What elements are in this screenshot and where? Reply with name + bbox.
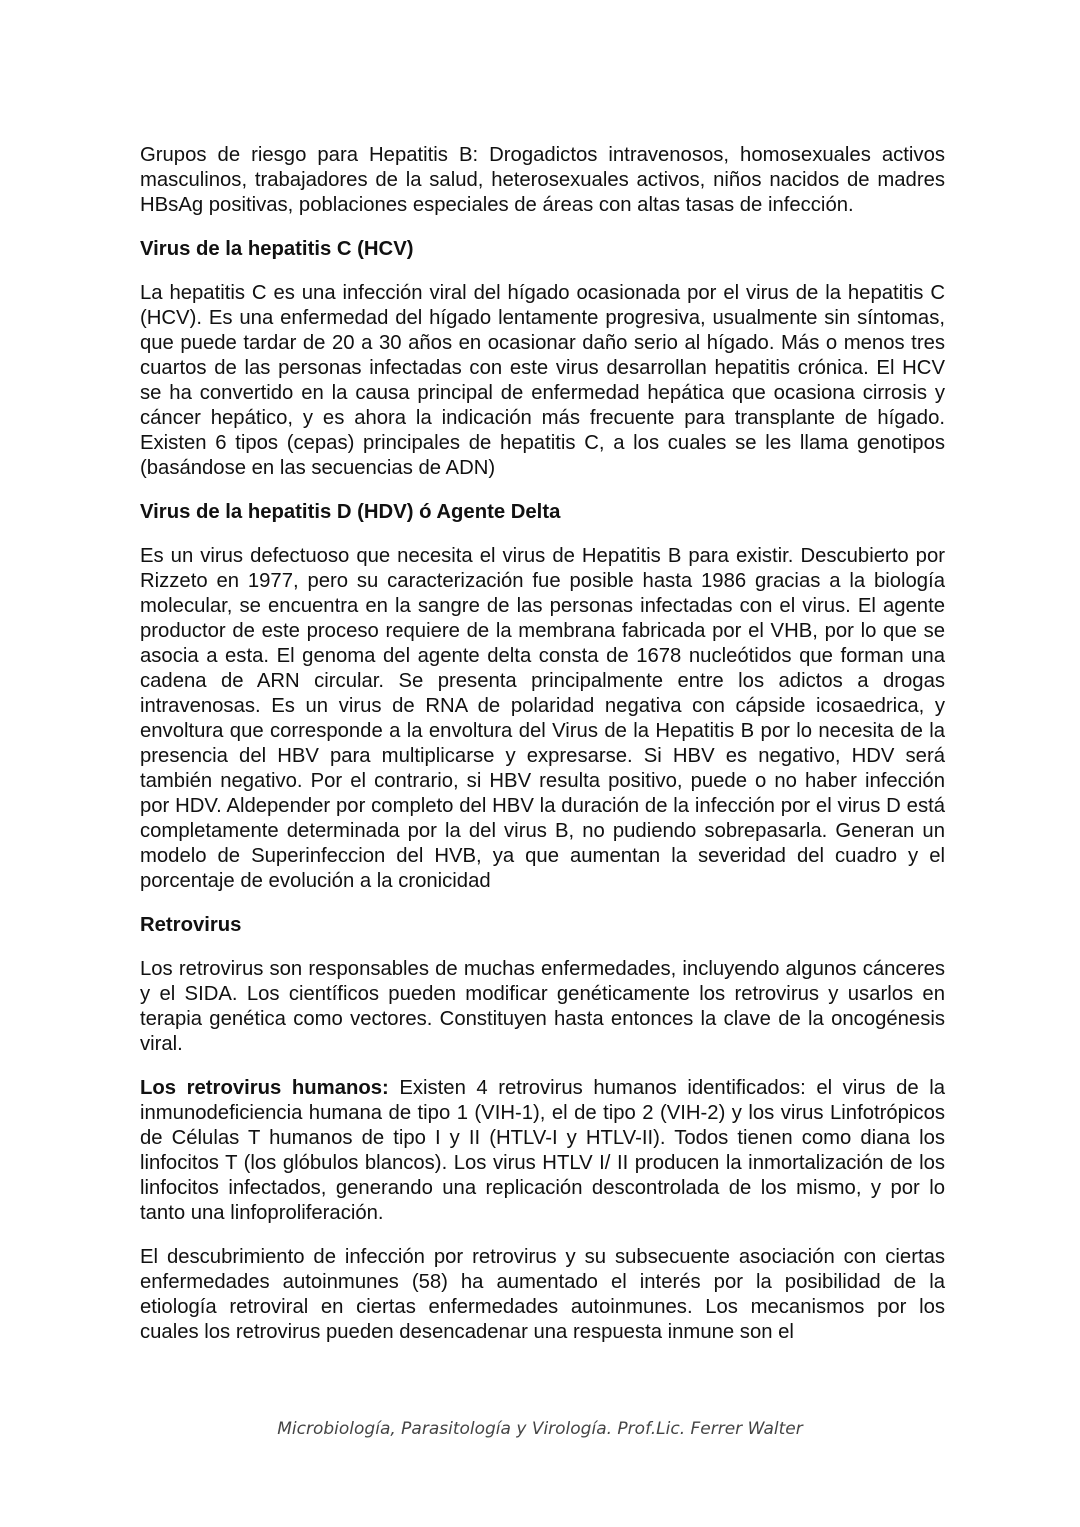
page-footer: Microbiología, Parasitología y Virología. Prof.Lic. Ferrer Walter [277,1419,803,1439]
paragraph-human-retrovirus-text: Existen 4 retrovirus humanos identificados: el virus de la inmunodeficiencia humana de tipo 1 (VIH-1), el de tipo 2 (VIH-2) y los virus Linfotrópicos de Células T humanos de tipo I y II (HTLV-I y HTLV-II). Todos tienen como diana los linfocitos T (los glóbulos blancos). Los virus HTLV I/ II producen la inmortalización de los linfocitos infectados, generando una replicación descontrolada de los mismo, y por lo tanto una linfoproliferación. [140,1077,945,1224]
document-body [140,143,945,1364]
paragraph-lead-bold: Los retrovirus humanos: [140,1077,389,1099]
paragraph-hcv: La hepatitis C es una infección viral del hígado ocasionada por el virus de la hepatitis C (HCV). Es una enfermedad del hígado lentamente progresiva, usualmente sin síntomas, que puede tardar de 20 a 30 años en ocasionar daño serio al hígado. Más o menos tres cuartos de las personas infectadas con este virus desarrollan hepatitis crónica. El HCV se ha convertido en la causa principal de enfermedad hepática que ocasiona cirrosis y cáncer hepático, y es ahora la indicación más frecuente para transplante de hígado. Existen 6 tipos (cepas) principales de hepatitis C, a los cuales se les llama genotipos (basándose en las secuencias de ADN) [140,282,945,479]
paragraph-risk-groups: Grupos de riesgo para Hepatitis B: Drogadictos intravenosos, homosexuales activos masculinos, trabajadores de la salud, heterosexuales activos, niños nacidos de madres HBsAg positivas, poblaciones especiales de áreas con altas tasas de infección. [140,144,945,216]
paragraph-hdv: Es un virus defectuoso que necesita el virus de Hepatitis B para existir. Descubierto por Rizzeto en 1977, pero su caracterización fue posible hasta 1986 gracias a la biología molecular, se encuentra en la sangre de las personas infectadas con el virus. El agente productor de este proceso requiere de la membrana fabricada por el VHB, por lo que se asocia a esta. El genoma del agente delta consta de 1678 nucleótidos que forman una cadena de ARN circular. Se presenta principalmente entre los adictos a drogas intravenosas. Es un virus de RNA de polaridad negativa con cápside icosaedrica, y envoltura que corresponde a la envoltura del Virus de la Hepatitis B por lo necesita de la presencia del HBV para multiplicarse y expresarse. Si HBV es negativo, HDV será también negativo. Por el contrario, si HBV resulta positivo, puede o no haber infección por HDV. Aldepender por completo del HBV la duración de la infección por el virus D está completamente determinada por la del virus B, no pudiendo sobrepasarla. Generan un modelo de Superinfeccion del HVB, ya que aumentan la severidad del cuadro y el porcentaje de evolución a la cronicidad [140,545,945,892]
paragraph-retrovirus: Los retrovirus son responsables de muchas enfermedades, incluyendo algunos cánceres y el SIDA. Los científicos pueden modificar genéticamente los retrovirus y usarlos en terapia genética como vectores. Constituyen hasta entonces la clave de la oncogénesis viral. [140,958,945,1055]
paragraph-autoimmune: El descubrimiento de infección por retrovirus y su subsecuente asociación con ciertas enfermedades autoinmunes (58) ha aumentado el interés por la posibilidad de la etiología retroviral en ciertas enfermedades autoinmunes. Los mecanismos por los cuales los retrovirus pueden desencadenar una respuesta inmune son el [140,1246,945,1343]
heading-hcv: Virus de la hepatitis C (HCV) [140,238,414,260]
heading-hdv: Virus de la hepatitis D (HDV) ó Agente Delta [140,501,561,523]
heading-retrovirus: Retrovirus [140,914,242,936]
paragraph-human-retrovirus [140,1076,945,1226]
